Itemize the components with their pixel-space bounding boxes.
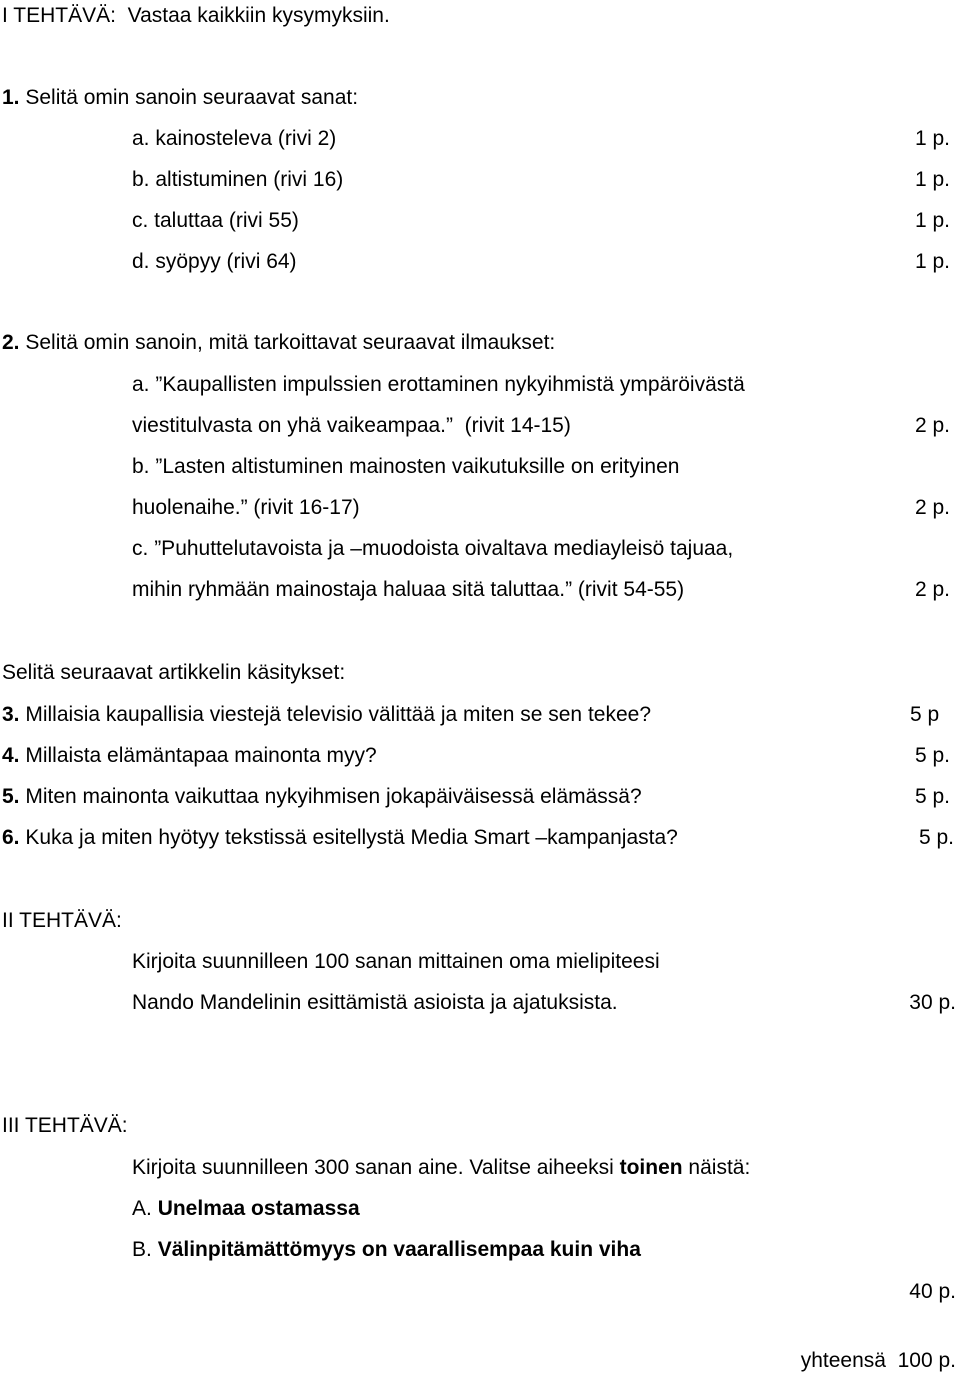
task1-title: I TEHTÄVÄ: Vastaa kaikkiin kysymyksiin. <box>2 4 390 27</box>
question-6 <box>2 826 678 850</box>
task3-option-a <box>132 1197 360 1221</box>
task2-points: 30 p. <box>909 991 956 1014</box>
q1-item-c-points: 1 p. <box>914 209 950 232</box>
question-5-text: Miten mainonta vaikuttaa nykyihmisen jokapäiväisessä elämässä? <box>25 785 642 808</box>
q2-item-a-text1: ”Kaupallisten impulssien erottaminen nykyihmistä ympäröivästä <box>155 373 745 396</box>
task3-intro-bold: toinen <box>619 1156 683 1179</box>
task2-title: II TEHTÄVÄ: <box>2 909 122 932</box>
task3-option-b-letter: B. <box>132 1238 152 1261</box>
question-4-points: 5 p. <box>914 744 950 767</box>
question-5 <box>2 785 642 809</box>
question-4 <box>2 744 377 768</box>
question-6-points: 5 p. <box>918 826 954 849</box>
task3-intro-before: Kirjoita suunnilleen 300 sanan aine. Valitse aiheeksi <box>132 1156 620 1179</box>
q2-item-c-points: 2 p. <box>914 578 950 601</box>
q2-item-a-points: 2 p. <box>914 414 950 437</box>
question-1-number: 1. <box>2 86 20 109</box>
total-label: yhteensä <box>800 1349 886 1372</box>
q2-item-a-line1 <box>132 373 745 397</box>
section-heading: Selitä seuraavat artikkelin käsitykset: <box>2 661 346 684</box>
q2-item-a-letter: a. <box>132 373 150 396</box>
q1-item-b-points: 1 p. <box>914 168 950 191</box>
task3-option-b <box>132 1238 641 1262</box>
q2-item-a-line2: viestitulvasta on yhä vaikeampaa.” (rivit 14-15) <box>132 414 571 437</box>
q2-item-b-points: 2 p. <box>914 496 950 519</box>
task3-intro <box>132 1156 750 1180</box>
total-points: 100 p. <box>897 1349 956 1372</box>
task3-option-a-letter: A. <box>132 1197 152 1220</box>
task2-line2: Nando Mandelinin esittämistä asioista ja ajatuksista. <box>132 991 618 1014</box>
question-1 <box>2 86 358 110</box>
task3-intro-after: näistä: <box>682 1156 751 1179</box>
q2-item-b-letter: b. <box>132 455 150 478</box>
question-5-points: 5 p. <box>914 785 950 808</box>
question-3-points: 5 p <box>910 703 940 726</box>
q2-item-c-line2: mihin ryhmään mainostaja haluaa sitä taluttaa.” (rivit 54-55) <box>132 578 685 601</box>
question-2-text: Selitä omin sanoin, mitä tarkoittavat seuraavat ilmaukset: <box>25 331 556 354</box>
q1-item-b: b. altistuminen (rivi 16) <box>132 168 344 191</box>
question-5-number: 5. <box>2 785 20 808</box>
question-6-text: Kuka ja miten hyötyy tekstissä esitellystä Media Smart –kampanjasta? <box>25 826 678 849</box>
q2-item-c-text1: ”Puhuttelutavoista ja –muodoista oivaltava mediayleisö tajuaa, <box>154 537 734 560</box>
q1-item-c: c. taluttaa (rivi 55) <box>132 209 299 232</box>
question-4-number: 4. <box>2 744 20 767</box>
question-6-number: 6. <box>2 826 20 849</box>
question-2-number: 2. <box>2 331 20 354</box>
q2-item-c-line1 <box>132 537 733 561</box>
question-4-text: Millaista elämäntapaa mainonta myy? <box>25 744 377 767</box>
q2-item-b-line1 <box>132 455 679 479</box>
q1-item-a-points: 1 p. <box>914 127 950 150</box>
q1-item-a: a. kainosteleva (rivi 2) <box>132 127 337 150</box>
q2-item-b-line2: huolenaihe.” (rivit 16-17) <box>132 496 360 519</box>
total <box>801 1349 956 1373</box>
q2-item-c-letter: c. <box>132 537 149 560</box>
question-2 <box>2 331 555 355</box>
task3-points: 40 p. <box>909 1280 956 1303</box>
question-1-text: Selitä omin sanoin seuraavat sanat: <box>25 86 359 109</box>
task3-option-a-text: Unelmaa ostamassa <box>157 1197 360 1220</box>
q1-item-d-points: 1 p. <box>914 250 950 273</box>
question-3 <box>2 703 651 727</box>
task3-title: III TEHTÄVÄ: <box>2 1114 128 1137</box>
question-3-number: 3. <box>2 703 20 726</box>
question-3-text: Millaisia kaupallisia viestejä televisio välittää ja miten se sen tekee? <box>25 703 652 726</box>
q2-item-b-text1: ”Lasten altistuminen mainosten vaikutuksille on erityinen <box>155 455 680 478</box>
task3-option-b-text: Välinpitämättömyys on vaarallisempaa kuin viha <box>157 1238 641 1261</box>
q1-item-d: d. syöpyy (rivi 64) <box>132 250 297 273</box>
task2-line1: Kirjoita suunnilleen 100 sanan mittainen oma mielipiteesi <box>132 950 660 973</box>
